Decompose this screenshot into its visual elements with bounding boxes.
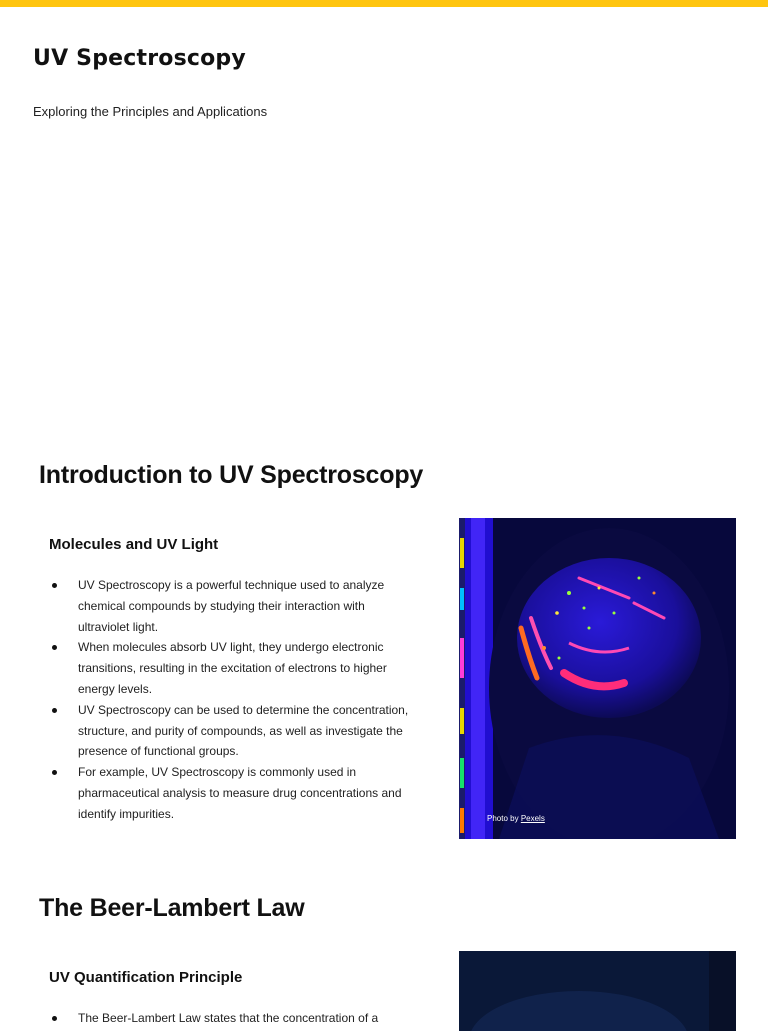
list-item: UV Spectroscopy can be used to determine the concentration, structure, and purity of compounds, as well as investigate the presence of functional groups. bbox=[49, 700, 409, 762]
dark-photo bbox=[459, 951, 736, 1031]
bullet-list bbox=[49, 575, 409, 825]
photo-credit-prefix: Photo by bbox=[487, 814, 519, 823]
dark-photo-image bbox=[459, 951, 736, 1031]
photo-credit bbox=[487, 814, 545, 823]
list-item: For example, UV Spectroscopy is commonly used in pharmaceutical analysis to measure drug concentrations and identify impurities. bbox=[49, 762, 409, 824]
uv-face-photo bbox=[459, 518, 736, 839]
uv-face-image bbox=[459, 518, 736, 839]
section-subheading: UV Quantification Principle bbox=[49, 969, 243, 986]
bullet-list bbox=[49, 1008, 409, 1029]
section-subheading: Molecules and UV Light bbox=[49, 536, 219, 553]
section-heading: Introduction to UV Spectroscopy bbox=[39, 461, 424, 489]
list-item: UV Spectroscopy is a powerful technique used to analyze chemical compounds by studying their interaction with ultraviolet light. bbox=[49, 575, 409, 637]
accent-bar bbox=[0, 0, 768, 7]
list-item: When molecules absorb UV light, they undergo electronic transitions, resulting in the excitation of electrons to higher energy levels. bbox=[49, 637, 409, 699]
section-heading: The Beer-Lambert Law bbox=[39, 894, 305, 922]
document-subtitle: Exploring the Principles and Applications bbox=[33, 104, 268, 119]
pexels-link[interactable]: Pexels bbox=[520, 814, 545, 823]
list-item: The Beer-Lambert Law states that the concentration of a bbox=[49, 1008, 409, 1029]
document-title: UV Spectroscopy bbox=[33, 46, 246, 71]
